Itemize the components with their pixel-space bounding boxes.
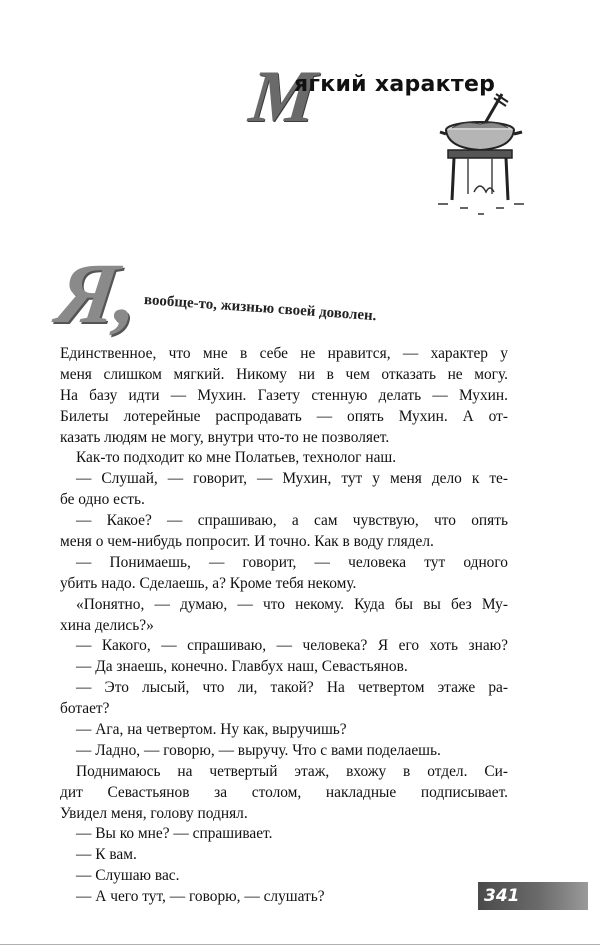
pot-on-stool-icon: [434, 92, 526, 222]
text-line: убить надо. Сделаешь, а? Кроме тебя некому.: [60, 574, 357, 592]
text-line: ботает?: [60, 700, 110, 718]
text-line: меня слишком мягкий. Никому ни в чем отказать не могу.: [60, 365, 508, 383]
text-line: — Да знаешь, конечно. Главбух наш, Севастьянов.: [76, 658, 408, 676]
text-line: — Какое? — спрашиваю, а сам чувствую, что опять: [76, 512, 508, 530]
text-line: Билеты лотерейные распродавать — опять Мухин. А от-: [60, 407, 508, 425]
text-line: — А чего тут, — говорю, — слушать?: [76, 888, 325, 906]
intro-sentence: вообще-то, жизнью своей доволен.: [143, 292, 378, 325]
bottom-divider: [0, 944, 600, 945]
text-line: бе одно есть.: [60, 491, 145, 509]
text-line: казать людям не могу, внутри что-то не позволяет.: [60, 428, 390, 446]
text-line: Увидел меня, голову поднял.: [60, 804, 248, 822]
text-line: дит Севастьянов за столом, накладные подписывает.: [60, 783, 508, 801]
text-line: — Какого, — спрашиваю, — человека? Я его хоть знаю?: [76, 637, 508, 655]
page-number: 341: [484, 886, 520, 906]
title-text: ягкий характер: [294, 72, 496, 97]
text-line: — Это лысый, что ли, такой? На четвертом этаже ра-: [76, 679, 508, 697]
text-line: «Понятно, — думаю, — что некому. Куда бы вы без Му-: [76, 595, 508, 613]
text-line: — Понимаешь, — говорит, — человека тут одного: [76, 553, 508, 571]
text-line: На базу идти — Мухин. Газету стенную делать — Мухин.: [60, 386, 508, 404]
body-text: [60, 344, 508, 908]
title-initial-letter: М: [245, 56, 321, 138]
text-line: — Слушаю вас.: [76, 867, 180, 885]
text-line: — Ага, на четвертом. Ну как, выручишь?: [76, 721, 347, 739]
text-line: Как-то подходит ко мне Полатьев, технолог наш.: [76, 449, 397, 467]
text-line: — Ладно, — говорю, — выручу. Что с вами поделаешь.: [76, 741, 441, 759]
text-line: — К вам.: [76, 846, 137, 864]
text-line: — Слушай, — говорит, — Мухин, тут у меня дело к те-: [76, 470, 508, 488]
text-line: хина делись?»: [60, 616, 154, 634]
drop-cap-letter: Я,: [51, 245, 146, 341]
text-line: Единственное, что мне в себе не нравится, — характер у: [60, 345, 508, 362]
chapter-intro: [51, 245, 538, 341]
text-line: Поднимаюсь на четвертый этаж, вхожу в отдел. Си-: [76, 762, 508, 780]
text-line: меня о чем-нибудь попросит. И точно. Как в воду глядел.: [60, 533, 434, 551]
page-number-tab: [478, 882, 588, 910]
text-line: — Вы ко мне? — спрашивает.: [76, 825, 273, 843]
